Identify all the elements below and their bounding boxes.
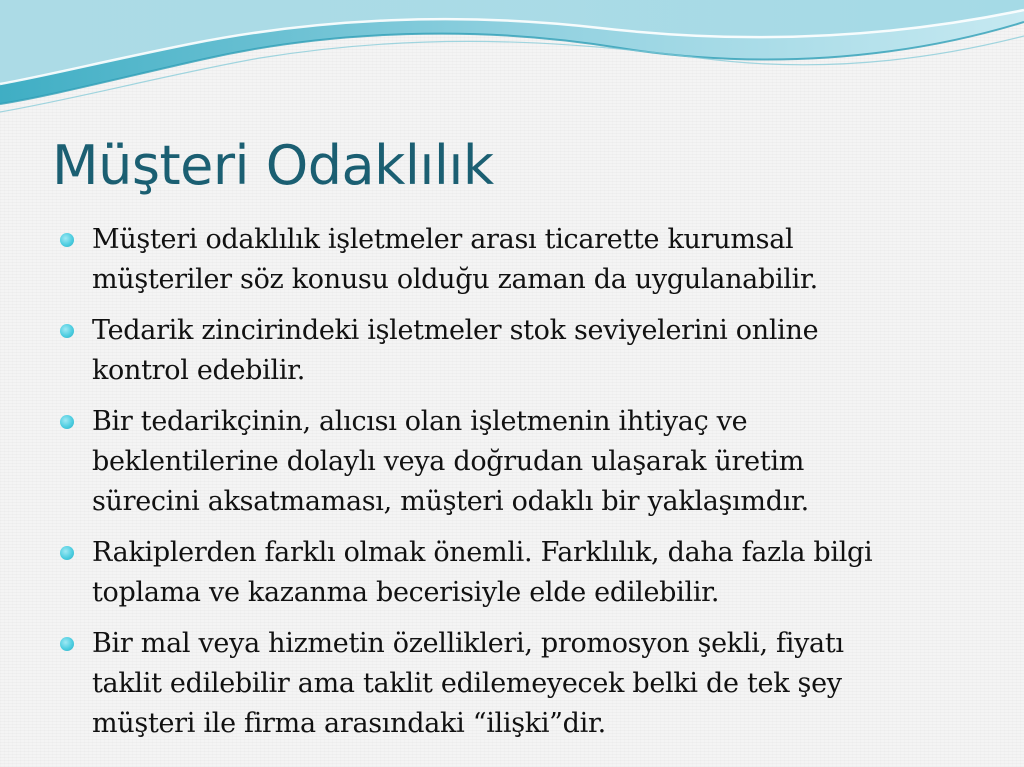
bullet-dot-icon (60, 546, 74, 560)
bullet-line: taklit edilebilir ama taklit edilemeyecek belki de tek şey (92, 668, 842, 699)
bullet-line: toplama ve kazanma becerisiyle elde edilebilir. (92, 577, 720, 608)
bullet-dot-icon (60, 324, 74, 338)
bullet-line: Müşteri odaklılık işletmeler arası ticarette kurumsal (92, 224, 794, 255)
bullet-list (60, 220, 980, 755)
bullet-item (60, 402, 980, 522)
bullet-item (60, 311, 980, 391)
bullet-dot-icon (60, 233, 74, 247)
bullet-line: sürecini aksatmaması, müşteri odaklı bir yaklaşımdır. (92, 486, 809, 517)
decorative-wave (0, 0, 1024, 120)
page-title: Müşteri Odaklılık (52, 134, 494, 197)
bullet-dot-icon (60, 637, 74, 651)
bullet-line: Bir tedarikçinin, alıcısı olan işletmenin ihtiyaç ve (92, 406, 748, 437)
bullet-line: müşteri ile firma arasındaki “ilişki”dir. (92, 708, 606, 739)
bullet-item (60, 533, 980, 613)
bullet-line: Rakiplerden farklı olmak önemli. Farklılık, daha fazla bilgi (92, 537, 873, 568)
bullet-line: müşteriler söz konusu olduğu zaman da uygulanabilir. (92, 264, 818, 295)
bullet-line: Bir mal veya hizmetin özellikleri, promosyon şekli, fiyatı (92, 628, 844, 659)
bullet-item (60, 624, 980, 744)
bullet-line: Tedarik zincirindeki işletmeler stok seviyelerini online (92, 315, 819, 346)
bullet-item (60, 220, 980, 300)
bullet-line: kontrol edebilir. (92, 355, 306, 386)
bullet-dot-icon (60, 415, 74, 429)
bullet-line: beklentilerine dolaylı veya doğrudan ulaşarak üretim (92, 446, 805, 477)
